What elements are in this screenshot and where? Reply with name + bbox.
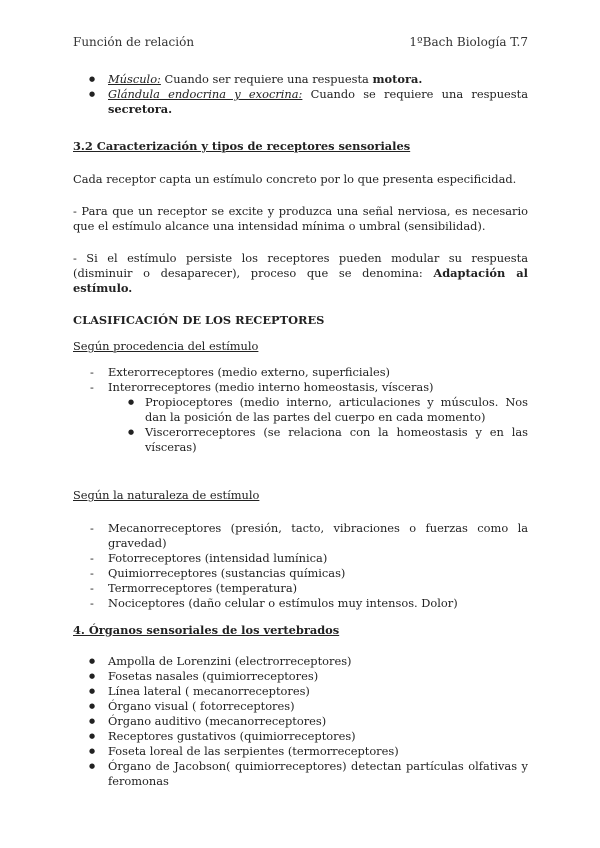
procedencia-title: Según procedencia del estímulo (73, 339, 259, 353)
list-item-mecanorreceptores: - Mecanorreceptores (presión, tacto, vibraciones o fuerzas como la gravedad) (73, 521, 528, 551)
section-3-2-title: 3.2 Caracterización y tipos de receptores sensoriales (73, 139, 411, 153)
header-course: 1ºBach Biología T.7 (409, 35, 528, 49)
list-item-fotorreceptores: - Fotorreceptores (intensidad lumínica) (73, 551, 528, 566)
naturaleza-title: Según la naturaleza de estímulo (73, 488, 260, 502)
list-item-quimiorreceptores: - Quimiorreceptores (sustancias químicas) (73, 566, 528, 581)
organ-item-jacobson: ● Órgano de Jacobson( quimiorreceptores) detectan partículas olfativas y feromonas (73, 759, 528, 789)
organ-item-lorenzini: ● Ampolla de Lorenzini (electrorreceptores) (73, 654, 528, 669)
list-item-exterorreceptores: - Exterorreceptores (medio externo, superficiales) (73, 365, 528, 380)
organ-item-receptores-gustativos: ● Receptores gustativos (quimiorreceptores) (73, 729, 528, 744)
page-header (73, 35, 528, 50)
organ-item-foseta-loreal: ● Foseta loreal de las serpientes (termorreceptores) (73, 744, 528, 759)
list-item-termorreceptores: - Termorreceptores (temperatura) (73, 581, 528, 596)
header-title: Función de relación (73, 35, 195, 49)
organ-item-linea-lateral: ● Línea lateral ( mecanorreceptores) (73, 684, 528, 699)
bullet-musculo: ● Músculo: Cuando ser requiere una respuesta motora. (73, 72, 528, 87)
section-4-title: 4. Órganos sensoriales de los vertebrados (73, 623, 340, 637)
list-item-propioceptores: ● Propioceptores (medio interno, articulaciones y músculos. Nos dan la posición de las partes del cuerpo en cada momento) (73, 395, 528, 425)
paragraph-especificidad: Cada receptor capta un estímulo concreto por lo que presenta especificidad. (73, 172, 517, 186)
list-item-interorreceptores: - Interorreceptores (medio interno homeostasis, vísceras) (73, 380, 528, 395)
organ-item-organo-visual: ● Órgano visual ( fotorreceptores) (73, 699, 528, 714)
clasificacion-title: CLASIFICACIÓN DE LOS RECEPTORES (73, 313, 325, 327)
organ-item-fosetas-nasales: ● Fosetas nasales (quimiorreceptores) (73, 669, 528, 684)
list-item-nociceptores: - Nociceptores (daño celular o estímulos muy intensos. Dolor) (73, 596, 528, 611)
paragraph-adaptacion: - Si el estímulo persiste los receptores pueden modular su respuesta (disminuir o desaparecer), proceso que se denomina: Adaptación al estímulo. (73, 251, 528, 295)
organ-item-organo-auditivo: ● Órgano auditivo (mecanorreceptores) (73, 714, 528, 729)
list-item-viscerorreceptores: ● Viscerorreceptores (se relaciona con la homeostasis y en las vísceras) (73, 425, 528, 455)
page-content (73, 72, 528, 789)
paragraph-umbral: - Para que un receptor se excite y produzca una señal nerviosa, es necesario que el estímulo alcance una intensidad mínima o umbral (sensibilidad). (73, 204, 528, 233)
bullet-glandula: ● Glándula endocrina y exocrina: Cuando se requiere una respuesta secretora. (73, 87, 528, 117)
